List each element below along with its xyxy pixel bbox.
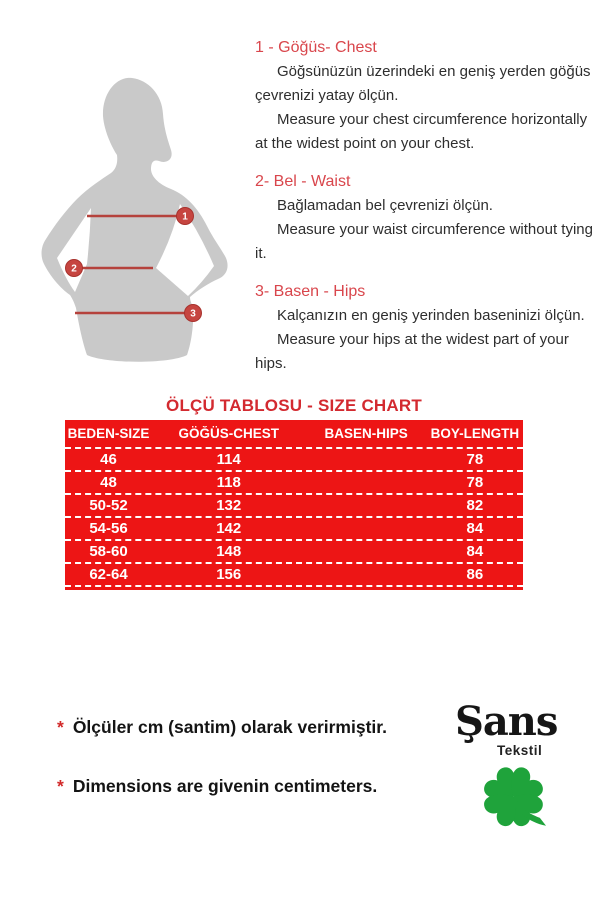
table-row <box>65 449 523 472</box>
instruction-chest-text-en: Measure your chest circumference horizontally at the widest point on your chest. <box>255 111 588 152</box>
instruction-waist-text-en: Measure your waist circumference without tying it. <box>255 221 593 262</box>
note-cm-english-text: Dimensions are givenin centimeters. <box>72 776 378 796</box>
cell-length: 82 <box>466 497 484 514</box>
note-cm-turkish-text: Ölçüler cm (santim) olarak verirmiştir. <box>72 717 387 737</box>
table-header-row <box>65 420 523 449</box>
cell-length: 78 <box>466 474 484 491</box>
note-cm-english <box>57 773 457 799</box>
clover-icon <box>472 758 562 846</box>
instruction-chest-text-tr: Göğsünüzün üzerindeki en geniş yerden göğüs çevrenizi yatay ölçün. <box>255 63 591 104</box>
hips-marker-label: 3 <box>190 308 196 320</box>
cell-size: 50-52 <box>89 497 128 514</box>
cell-length: 78 <box>466 451 484 468</box>
instruction-chest-heading: 1 - Göğüs- Chest <box>255 39 377 56</box>
instruction-waist-text-tr: Bağlamadan bel çevrenizi ölçün. <box>277 197 493 214</box>
brand-name: Şans <box>455 698 558 745</box>
table-row <box>65 495 523 518</box>
cell-size: 62-64 <box>89 566 128 583</box>
cell-chest: 156 <box>216 566 242 583</box>
cell-chest: 142 <box>216 520 242 537</box>
size-chart-title: ÖLÇÜ TABLOSU - SIZE CHART <box>166 396 422 415</box>
chest-marker-label: 1 <box>182 211 188 223</box>
note-cm-turkish <box>57 714 457 740</box>
instruction-chest <box>255 36 595 156</box>
cell-length: 86 <box>466 566 484 583</box>
asterisk-marker: * <box>57 717 64 737</box>
cell-length: 84 <box>466 543 484 560</box>
cell-size: 46 <box>100 451 117 468</box>
measurement-instructions <box>255 36 595 390</box>
column-header-basen-hips: BASEN-HIPS <box>324 426 408 441</box>
column-header-boy-length: BOY-LENGTH <box>430 426 520 441</box>
footer-notes <box>57 714 457 832</box>
instruction-hips <box>255 280 595 376</box>
female-silhouette-icon <box>30 58 240 378</box>
cell-chest: 148 <box>216 543 242 560</box>
instruction-hips-heading: 3- Basen - Hips <box>255 283 366 300</box>
size-chart-table <box>65 420 523 590</box>
cell-size: 58-60 <box>89 543 128 560</box>
waist-marker-label: 2 <box>71 263 77 275</box>
cell-chest: 114 <box>216 451 241 468</box>
cell-length: 84 <box>466 520 484 537</box>
table-row <box>65 564 523 587</box>
cell-chest: 132 <box>216 497 242 514</box>
table-row <box>65 541 523 564</box>
instruction-hips-text-en: Measure your hips at the widest part of your hips. <box>255 331 569 372</box>
brand-subtitle: Tekstil <box>497 743 543 758</box>
asterisk-marker: * <box>57 776 64 796</box>
table-row <box>65 518 523 541</box>
cell-size: 54-56 <box>89 520 128 537</box>
measurement-figure <box>30 58 240 378</box>
cell-chest: 118 <box>216 474 241 491</box>
cell-size: 48 <box>100 474 117 491</box>
instruction-waist-heading: 2- Bel - Waist <box>255 173 351 190</box>
silhouette-body <box>42 78 228 362</box>
instruction-hips-text-tr: Kalçanızın en geniş yerinden baseninizi ölçün. <box>277 307 585 324</box>
brand-logo <box>450 700 595 845</box>
column-header-gogus-chest: GÖĞÜS-CHEST <box>178 426 279 441</box>
instruction-waist <box>255 170 595 266</box>
table-row <box>65 472 523 495</box>
column-header-beden-size: BEDEN-SIZE <box>67 426 150 441</box>
